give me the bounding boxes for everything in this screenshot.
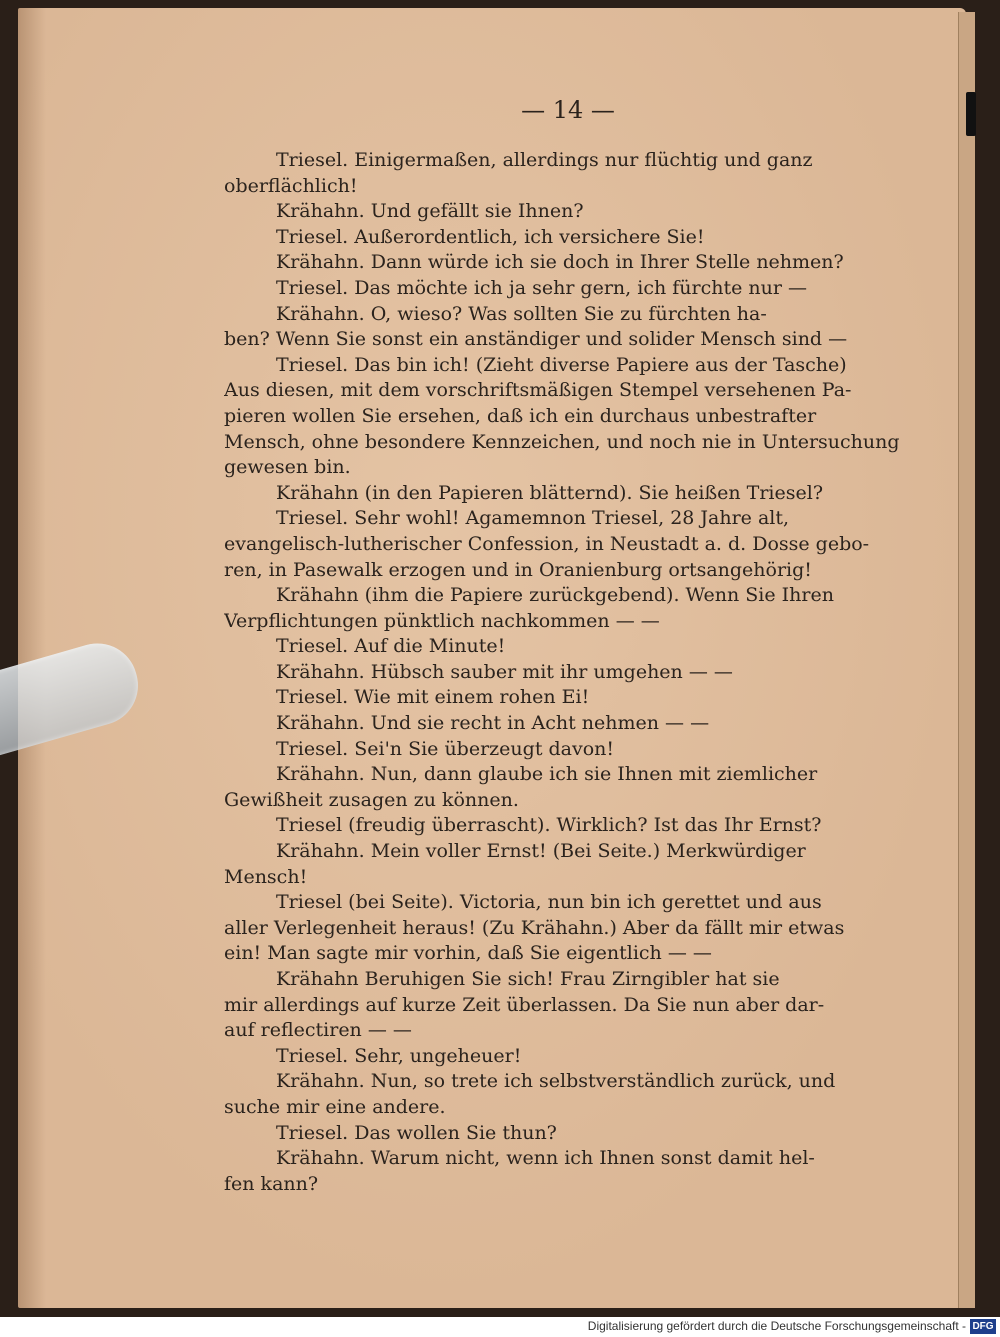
text-line: gewesen bin. <box>224 456 351 479</box>
text-line: Triesel (freudig überrascht). Wirklich? Ist das Ihr Ernst? <box>276 814 822 837</box>
text-line: Krähahn (ihm die Papiere zurückgebend). Wenn Sie Ihren <box>276 584 834 607</box>
text-line: mir allerdings auf kurze Zeit überlassen. Da Sie nun aber dar- <box>224 993 825 1016</box>
text-line: Triesel. Sehr, ungeheuer! <box>276 1044 522 1067</box>
text-line: pieren wollen Sie ersehen, daß ich ein durchaus unbestrafter <box>224 404 817 427</box>
text-line: Krähahn. Hübsch sauber mit ihr umgehen — — <box>276 660 733 683</box>
text-line: Triesel. Sehr wohl! Agamemnon Triesel, 28 Jahre alt, <box>276 507 790 530</box>
text-line: fen kann? <box>224 1172 319 1195</box>
text-line: Triesel. Das bin ich! (Zieht diverse Papiere aus der Tasche) <box>276 353 847 376</box>
text-line: Krähahn. Mein voller Ernst! (Bei Seite.) Merkwürdiger <box>276 840 806 863</box>
text-line: Triesel. Das möchte ich ja sehr gern, ich fürchte nur — <box>276 276 807 299</box>
text-line: Triesel. Auf die Minute! <box>276 635 506 658</box>
text-line: Krähahn (in den Papieren blätternd). Sie heißen Triesel? <box>276 481 824 504</box>
page-edge <box>958 12 975 1308</box>
text-line: oberflächlich! <box>224 174 358 197</box>
text-line: ren, in Pasewalk erzogen und in Oranienburg ortsangehörig! <box>224 558 812 581</box>
text-line: Krähahn. Dann würde ich sie doch in Ihrer Stelle nehmen? <box>276 251 844 274</box>
paper-page <box>18 8 966 1308</box>
text-line: Krähahn. O, wieso? Was sollten Sie zu fürchten ha- <box>276 302 767 325</box>
digitization-footer <box>0 1317 1000 1337</box>
text-line: Krähahn. Und gefällt sie Ihnen? <box>276 200 584 223</box>
text-line: Aus diesen, mit dem vorschriftsmäßigen Stempel versehenen Pa- <box>224 379 852 402</box>
text-line: Verpflichtungen pünktlich nachkommen — — <box>224 609 660 632</box>
page-number: — 14 — <box>521 96 615 124</box>
text-line: Triesel. Wie mit einem rohen Ei! <box>276 686 590 709</box>
text-line: Krähahn. Nun, so trete ich selbstverständlich zurück, und <box>276 1070 836 1093</box>
text-line: Triesel. Das wollen Sie thun? <box>276 1121 557 1144</box>
text-line: Triesel (bei Seite). Victoria, nun bin ich gerettet und aus <box>276 891 822 914</box>
binding-tab <box>966 92 976 136</box>
text-line: suche mir eine andere. <box>224 1095 446 1118</box>
text-line: Mensch! <box>224 865 308 888</box>
dfg-logo-icon: DFG <box>970 1319 996 1334</box>
funding-credit: Digitalisierung gefördert durch die Deutsche Forschungsgemeinschaft - <box>587 1319 966 1333</box>
text-line: Krähahn. Nun, dann glaube ich sie Ihnen mit ziemlicher <box>276 763 818 786</box>
text-line: auf reflectiren — — <box>224 1019 412 1042</box>
text-line: aller Verlegenheit heraus! (Zu Krähahn.) Aber da fällt mir etwas <box>224 916 845 939</box>
text-line: evangelisch-lutherischer Confession, in Neustadt a. d. Dosse gebo- <box>224 532 870 555</box>
text-line: Triesel. Außerordentlich, ich versichere Sie! <box>276 225 705 248</box>
text-line: Krähahn. Warum nicht, wenn ich Ihnen sonst damit hel- <box>276 1147 815 1170</box>
text-line: Triesel. Einigermaßen, allerdings nur flüchtig und ganz <box>276 149 813 171</box>
text-line: ben? Wenn Sie sonst ein anständiger und solider Mensch sind — <box>224 328 848 351</box>
text-line: Mensch, ohne besondere Kennzeichen, und noch nie in Untersuchung <box>224 430 900 453</box>
text-line: Triesel. Sei'n Sie überzeugt davon! <box>276 737 615 760</box>
text-line: Gewißheit zusagen zu können. <box>224 788 519 811</box>
text-line: Krähahn Beruhigen Sie sich! Frau Zirngibler hat sie <box>276 968 780 990</box>
page-text-block <box>224 148 924 1197</box>
text-line: Krähahn. Und sie recht in Acht nehmen — — <box>276 712 710 735</box>
text-line: ein! Man sagte mir vorhin, daß Sie eigentlich — — <box>224 942 712 965</box>
